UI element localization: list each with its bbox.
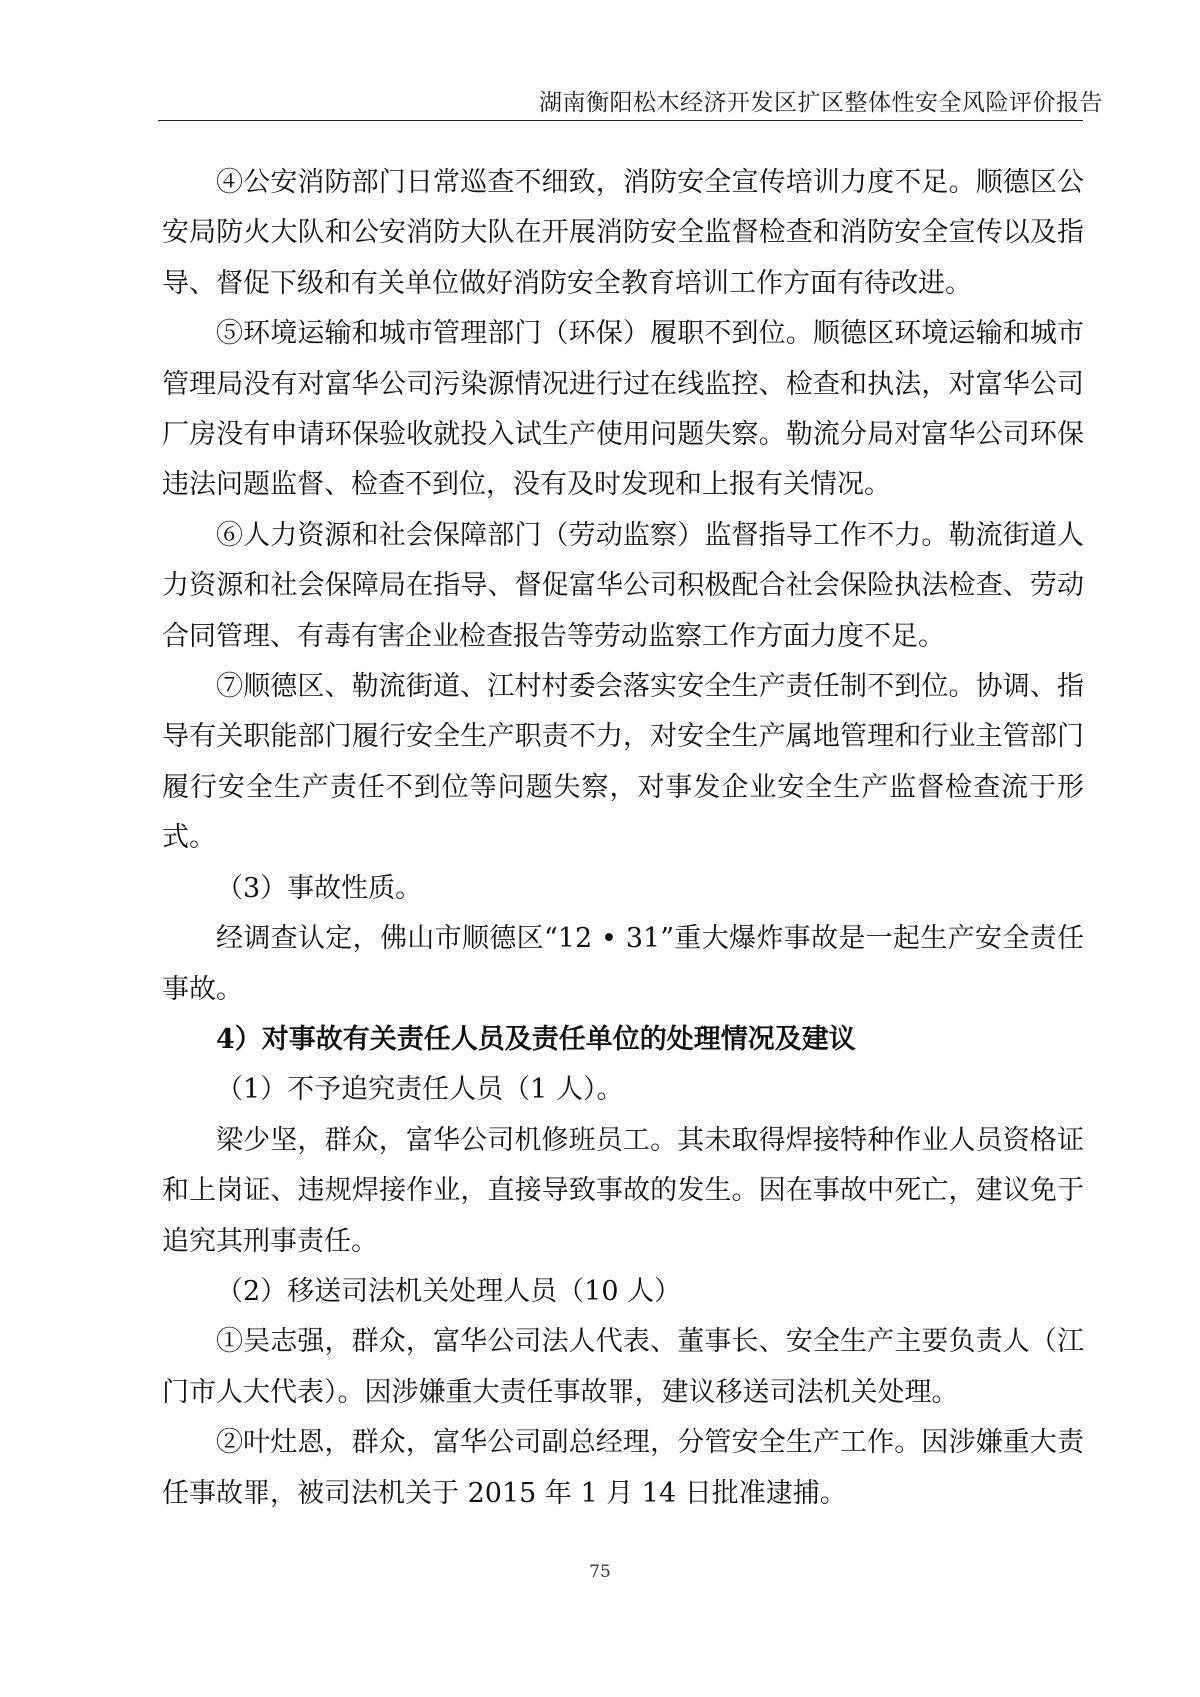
header-divider	[158, 120, 1083, 121]
paragraph-person-ye: ②叶灶恩，群众，富华公司副总经理，分管安全生产工作。因涉嫌重大责任事故罪，被司法机关于 2015 年 1 月 14 日批准逮捕。	[162, 1427, 1084, 1509]
section-heading-handling: 4）对事故有关责任人员及责任单位的处理情况及建议	[216, 1023, 856, 1055]
paragraph-accident-determination: 经调查认定，佛山市顺德区“12 • 31”重大爆炸事故是一起生产安全责任事故。	[162, 923, 1084, 1005]
paragraph-environment-department: ⑤环境运输和城市管理部门（环保）履职不到位。顺德区环境运输和城市管理局没有对富华公司污染源情况进行过在线监控、检查和执法，对富华公司厂房没有申请环保验收就投入试生产使用问题失察。勒流分局对富华公司环保违法问题监督、检查不到位，没有及时发现和上报有关情况。	[162, 318, 1084, 501]
body-text	[162, 158, 1084, 1519]
paragraph-local-government: ⑦顺德区、勒流街道、江村村委会落实安全生产责任制不到位。协调、指导有关职能部门履行安全生产职责不力，对安全生产属地管理和行业主管部门履行安全生产责任不到位等问题失察，对事发企业安全生产监督检查流于形式。	[162, 671, 1084, 854]
paragraph-labor-department: ⑥人力资源和社会保障部门（劳动监察）监督指导工作不力。勒流街道人力资源和社会保障局在指导、督促富华公司积极配合社会保险执法检查、劳动合同管理、有毒有害企业检查报告等劳动监察工作方面力度不足。	[162, 519, 1084, 652]
paragraph-person-liang: 梁少坚，群众，富华公司机修班员工。其未取得焊接特种作业人员资格证和上岗证、违规焊接作业，直接导致事故的发生。因在事故中死亡，建议免于追究其刑事责任。	[162, 1124, 1084, 1257]
page-number: 75	[589, 1562, 611, 1582]
running-header-title: 湖南衡阳松木经济开发区扩区整体性安全风险评价报告	[539, 90, 1103, 116]
paragraph-fire-department: ④公安消防部门日常巡查不细致，消防安全宣传培训力度不足。顺德区公安局防火大队和公安消防大队在开展消防安全监督检查和消防安全宣传以及指导、督促下级和有关单位做好消防安全教育培训工作方面有待改进。	[162, 167, 1084, 299]
subheading-not-pursued: （1）不予追究责任人员（1 人）。	[216, 1074, 624, 1106]
paragraph-person-wu: ①吴志强，群众，富华公司法人代表、董事长、安全生产主要负责人（江门市人大代表）。因涉嫌重大责任事故罪，建议移送司法机关处理。	[162, 1326, 1084, 1408]
subheading-judicial-transfer: （2）移送司法机关处理人员（10 人）	[216, 1275, 682, 1307]
subheading-accident-nature: （3）事故性质。	[216, 872, 423, 904]
